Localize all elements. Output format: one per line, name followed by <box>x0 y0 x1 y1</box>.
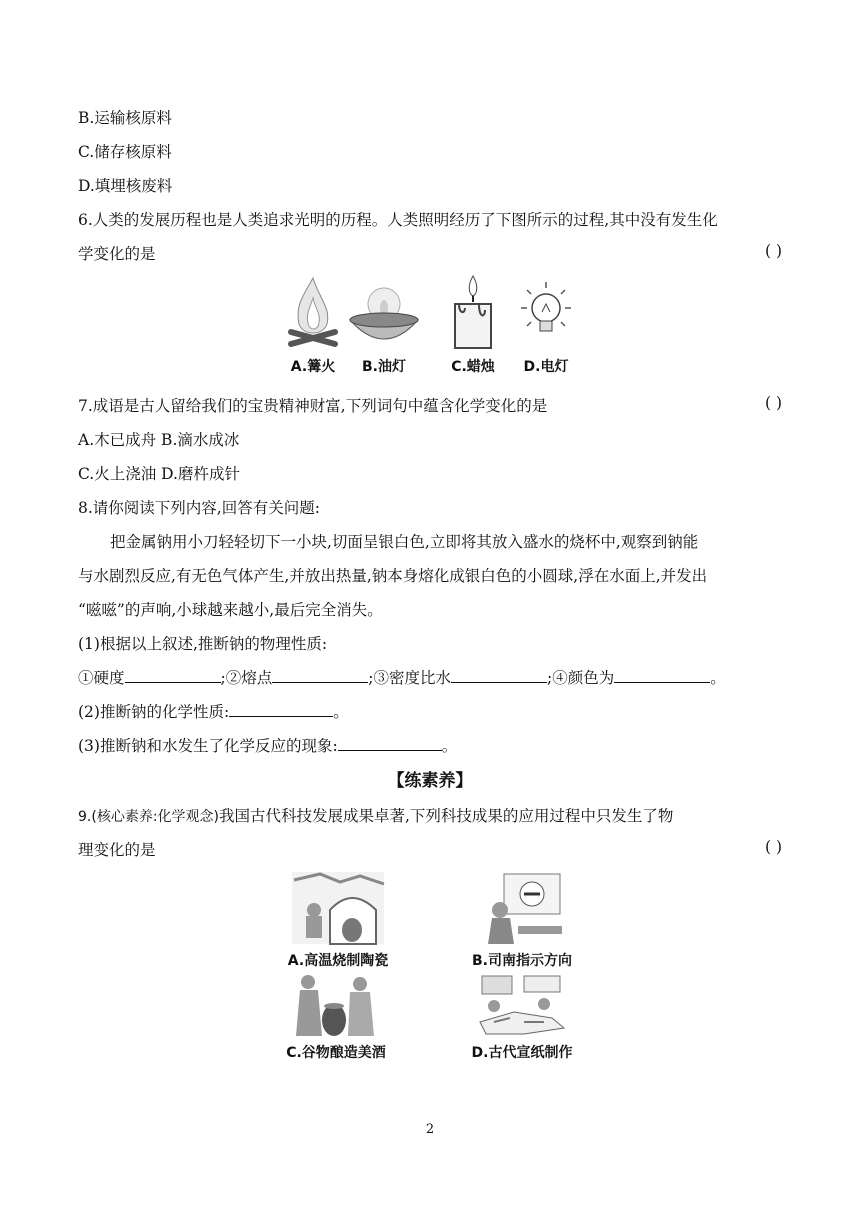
q8-sub2 <box>78 700 349 722</box>
q9-figure-a-caption: A.高温烧制陶瓷 <box>287 953 389 969</box>
q9-figure-c-caption: C.谷物酿造美酒 <box>286 1045 386 1061</box>
q6-figure-c-caption: C.蜡烛 <box>451 359 495 375</box>
brewing-wine-illustration <box>288 972 384 1038</box>
pottery-kiln-illustration <box>290 870 386 946</box>
q6-figure-c <box>438 274 508 376</box>
q9-answer-paren: ( ) <box>764 838 782 856</box>
sub3-label: (3)推断钠和水发生了化学反应的现象: <box>78 737 338 755</box>
melting-point-label: ;②熔点 <box>220 669 273 687</box>
q5-option-c: C.储存核原料 <box>78 143 172 161</box>
q7-stem: 7.成语是古人留给我们的宝贵精神财富,下列词句中蕴含化学变化的是 <box>78 397 548 415</box>
q6-stem-line1: 6.人类的发展历程也是人类追求光明的历程。人类照明经历了下图所示的过程,其中没有发生化 <box>78 211 718 229</box>
q8-paragraph-line2: 与水剧烈反应,有无色气体产生,并放出热量,钠本身熔化成银白色的小圆球,浮在水面上,并发出 <box>78 567 708 585</box>
chemical-property-blank[interactable] <box>229 702 333 717</box>
sub3-end-mark: 。 <box>441 737 458 755</box>
q7-answer-paren: ( ) <box>764 394 782 412</box>
q6-figure-b <box>344 274 424 376</box>
q6-figure-d <box>508 274 584 376</box>
melting-point-blank[interactable] <box>272 668 368 683</box>
light-bulb-icon <box>511 274 581 352</box>
q9-figure-d <box>454 972 590 1062</box>
bonfire-icon <box>283 274 343 352</box>
q6-figure-d-caption: D.电灯 <box>523 359 569 375</box>
q9-tag: 9.(核心素养:化学观念) <box>78 809 219 825</box>
compass-sinan-illustration <box>474 870 570 946</box>
density-label: ;③密度比水 <box>368 669 451 687</box>
q9-figure-b-caption: B.司南指示方向 <box>472 953 572 969</box>
q7-options-line1: A.木已成舟 B.滴水成冰 <box>78 431 240 449</box>
q8-sub1: (1)根据以上叙述,推断钠的物理性质: <box>78 635 328 653</box>
sub1-end-mark: 。 <box>710 669 726 687</box>
q7-options-line2: C.火上浇油 D.磨杵成针 <box>78 465 240 483</box>
q9-figure-c <box>266 972 406 1062</box>
color-label: ;④颜色为 <box>546 669 615 687</box>
hardness-label: ①硬度 <box>78 669 125 687</box>
color-blank[interactable] <box>614 668 710 683</box>
section-title: 【练素养】 <box>387 771 473 791</box>
q8-sub3 <box>78 734 457 756</box>
q6-figure-a-caption: A.篝火 <box>290 359 336 375</box>
q8-paragraph-line1: 把金属钠用小刀轻轻切下一小块,切面呈银白色,立即将其放入盛水的烧杯中,观察到钠能 <box>110 533 699 551</box>
hardness-blank[interactable] <box>125 668 221 683</box>
sub2-end-mark: 。 <box>333 703 349 721</box>
q9-stem-line2: 理变化的是 <box>78 841 156 859</box>
q9-stem-rest: 我国古代科技发展成果卓著,下列科技成果的应用过程中只发生了物 <box>219 807 674 825</box>
q9-figure-d-caption: D.古代宣纸制作 <box>471 1045 573 1061</box>
reaction-phenomenon-blank[interactable] <box>338 736 442 751</box>
candle-icon <box>443 274 503 352</box>
q6-stem-line2: 学变化的是 <box>78 245 156 263</box>
paper-making-illustration <box>474 972 570 1038</box>
q6-figure-b-caption: B.油灯 <box>362 359 406 375</box>
q5-option-d: D.填埋核废料 <box>78 177 173 195</box>
q8-paragraph-line3: “嗞嗞”的声响,小球越来越小,最后完全消失。 <box>78 601 383 619</box>
sub2-label: (2)推断钠的化学性质: <box>78 703 230 721</box>
q8-sub1-items <box>78 666 726 688</box>
q8-stem: 8.请你阅读下列内容,回答有关问题: <box>78 499 320 517</box>
q5-option-b: B.运输核原料 <box>78 109 172 127</box>
q6-answer-paren: ( ) <box>764 242 782 260</box>
page-number: 2 <box>425 1122 435 1137</box>
density-blank[interactable] <box>451 668 547 683</box>
q9-figure-a <box>270 870 406 970</box>
q6-figure-a <box>278 274 348 376</box>
q9-figure-b <box>454 870 590 970</box>
oil-lamp-icon <box>346 274 422 352</box>
q9-stem-line1 <box>78 804 673 826</box>
